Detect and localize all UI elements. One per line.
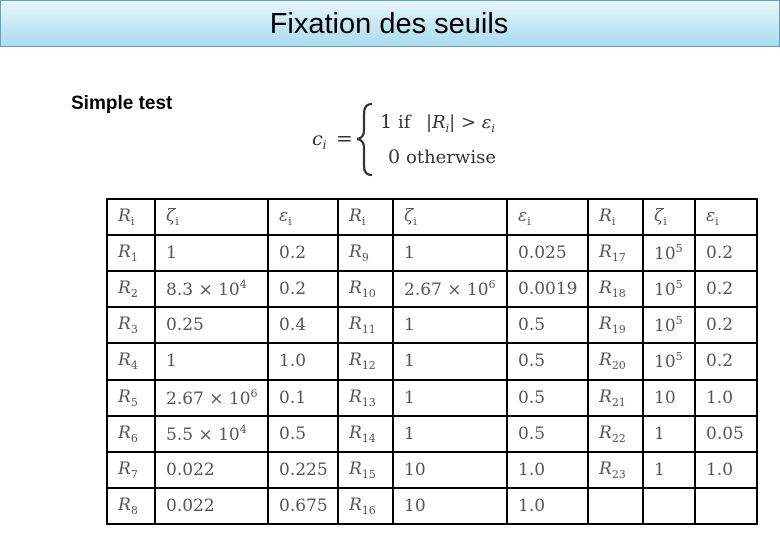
cell-subscript: 21 xyxy=(611,395,626,409)
cell-subscript: i xyxy=(527,215,531,228)
cell-symbol: R xyxy=(118,422,131,443)
cell-text: 0.1 xyxy=(279,387,307,408)
table-cell xyxy=(155,416,268,452)
formula-case1-condition: |R xyxy=(426,112,446,133)
cell-superscript: 6 xyxy=(250,386,258,400)
table-cell xyxy=(107,488,155,524)
cell-superscript: 5 xyxy=(675,314,683,328)
table-cell xyxy=(643,271,695,307)
formula-lhs: c xyxy=(312,128,323,150)
cell-text: 0.5 xyxy=(279,423,307,444)
cell-text: 1.0 xyxy=(706,387,734,408)
table-cell xyxy=(643,380,695,416)
cell-symbol: R xyxy=(599,206,612,226)
table-cell xyxy=(155,307,268,343)
table-cell xyxy=(155,380,268,416)
table-cell xyxy=(107,235,155,271)
cell-text: 0.2 xyxy=(706,315,734,336)
cell-text: 0.5 xyxy=(518,423,546,444)
cell-symbol: R xyxy=(599,278,612,299)
formula-case2-otherwise: otherwise xyxy=(406,147,496,168)
cell-subscript: 23 xyxy=(611,467,626,481)
table-header-cell xyxy=(107,199,155,235)
formula-case1-if: if xyxy=(398,112,411,133)
table-cell xyxy=(695,488,757,524)
cell-text: 1 xyxy=(404,351,415,372)
table-row xyxy=(107,235,757,271)
cell-symbol: R xyxy=(599,422,612,443)
cell-text: 8.3 × 10 xyxy=(166,280,240,301)
table-cell xyxy=(695,380,757,416)
cell-text: 1 xyxy=(654,459,665,480)
cell-symbol: R xyxy=(599,386,612,407)
table-cell xyxy=(695,271,757,307)
table-cell xyxy=(393,488,507,524)
table-cell xyxy=(507,452,588,488)
table-cell xyxy=(393,343,507,379)
cell-subscript: 10 xyxy=(361,287,376,301)
cell-subscript: i xyxy=(715,215,719,228)
table-cell xyxy=(393,307,507,343)
table-header-cell xyxy=(155,199,268,235)
table-header-cell xyxy=(338,199,393,235)
table-header-cell xyxy=(588,199,643,235)
cell-text: 1.0 xyxy=(518,495,546,516)
cell-text: 0.4 xyxy=(279,315,307,336)
table-cell xyxy=(338,343,393,379)
table-cell xyxy=(643,235,695,271)
svg-text:otherwise xyxy=(406,147,496,168)
cell-text: 1 xyxy=(166,243,177,264)
cell-subscript: 4 xyxy=(130,359,138,373)
table-cell xyxy=(155,452,268,488)
table-cell xyxy=(268,235,338,271)
cell-text: 1 xyxy=(404,315,415,336)
cell-symbol: R xyxy=(118,350,131,371)
table-cell xyxy=(588,452,643,488)
table-header-row xyxy=(107,199,757,235)
formula-case1-value: 1 xyxy=(380,111,393,133)
table-cell xyxy=(695,235,757,271)
table-cell xyxy=(643,307,695,343)
cell-symbol: ζ xyxy=(404,206,414,226)
table-cell xyxy=(107,307,155,343)
table-row xyxy=(107,488,757,524)
table-cell xyxy=(393,380,507,416)
table-cell xyxy=(155,488,268,524)
table-cell xyxy=(338,307,393,343)
formula-equals: = xyxy=(336,126,353,150)
cell-symbol: ε xyxy=(279,206,289,226)
table-cell xyxy=(155,235,268,271)
table-cell xyxy=(155,343,268,379)
table-cell xyxy=(268,380,338,416)
table-cell xyxy=(338,488,393,524)
cell-symbol: R xyxy=(118,494,131,515)
cell-subscript: 8 xyxy=(130,503,138,517)
cell-subscript: 12 xyxy=(361,359,376,373)
table-cell xyxy=(588,235,643,271)
cell-superscript: 5 xyxy=(675,242,683,256)
table-cell xyxy=(338,452,393,488)
cell-text: 1 xyxy=(404,243,415,264)
cell-text: 0.0019 xyxy=(518,279,578,300)
cell-subscript: 18 xyxy=(611,287,626,301)
table-cell xyxy=(155,271,268,307)
svg-text:|Ri| > εi xyxy=(426,112,495,135)
cell-subscript: 9 xyxy=(361,251,369,265)
cell-text: 2.67 × 10 xyxy=(404,280,489,301)
table-header-cell xyxy=(268,199,338,235)
table-header-cell xyxy=(393,199,507,235)
cell-symbol: R xyxy=(349,458,362,479)
cell-text: 0.5 xyxy=(518,387,546,408)
cell-subscript: i xyxy=(130,215,135,228)
cell-superscript: 4 xyxy=(239,422,247,436)
cell-symbol: R xyxy=(118,386,131,407)
cell-symbol: R xyxy=(349,314,362,335)
cell-subscript: i xyxy=(175,215,179,228)
table-cell xyxy=(507,343,588,379)
cell-text: 10 xyxy=(654,244,676,265)
svg-text:ci xyxy=(312,128,327,152)
table-header-cell xyxy=(695,199,757,235)
cell-text: 0.2 xyxy=(279,279,307,300)
table-cell xyxy=(393,416,507,452)
table-row xyxy=(107,416,757,452)
table-cell xyxy=(643,452,695,488)
formula-case2-value: 0 xyxy=(388,146,401,168)
cell-subscript: 11 xyxy=(361,323,376,337)
table-cell xyxy=(338,380,393,416)
table-cell xyxy=(107,271,155,307)
table-cell xyxy=(393,235,507,271)
cell-text: 0.2 xyxy=(706,351,734,372)
cell-symbol: R xyxy=(118,242,131,263)
table-cell xyxy=(107,380,155,416)
table-cell xyxy=(588,271,643,307)
cell-text: 0.2 xyxy=(279,243,307,264)
cell-superscript: 6 xyxy=(488,278,496,292)
cell-subscript: 22 xyxy=(611,431,626,445)
cell-subscript: 7 xyxy=(130,467,138,481)
cell-symbol: R xyxy=(599,350,612,371)
table-cell xyxy=(643,343,695,379)
table-cell xyxy=(107,452,155,488)
cell-subscript: i xyxy=(288,215,292,228)
cell-text: 0.025 xyxy=(518,243,567,264)
formula-case1-condition-rest: | > ε xyxy=(449,112,492,133)
cell-symbol: R xyxy=(599,242,612,263)
cell-text: 10 xyxy=(654,387,676,408)
cell-subscript: 5 xyxy=(130,395,138,409)
cell-subscript: i xyxy=(413,215,417,228)
cell-symbol: R xyxy=(599,314,612,335)
cell-symbol: R xyxy=(349,350,362,371)
table-cell xyxy=(338,271,393,307)
cell-text: 0.675 xyxy=(279,495,328,516)
cell-text: 1 xyxy=(654,423,665,444)
table-cell xyxy=(507,488,588,524)
cell-text: 0.25 xyxy=(166,315,204,336)
cell-subscript: 16 xyxy=(361,503,376,517)
cell-text: 1.0 xyxy=(518,459,546,480)
table-cell xyxy=(507,307,588,343)
svg-text:if xyxy=(398,112,412,133)
table-cell xyxy=(268,307,338,343)
cell-subscript: 1 xyxy=(130,251,138,265)
cell-symbol: R xyxy=(349,242,362,263)
table-cell xyxy=(393,271,507,307)
cell-text: 0.225 xyxy=(279,459,328,480)
cell-text: 10 xyxy=(654,352,676,373)
cell-subscript: 3 xyxy=(130,323,138,337)
cell-subscript: 15 xyxy=(361,467,376,481)
cell-symbol: R xyxy=(349,278,362,299)
cell-symbol: R xyxy=(118,278,131,299)
table-row xyxy=(107,271,757,307)
table-cell xyxy=(338,416,393,452)
cell-text: 0.5 xyxy=(518,351,546,372)
cell-subscript: 19 xyxy=(611,323,626,337)
cell-symbol: ε xyxy=(518,206,528,226)
table-cell xyxy=(695,343,757,379)
slide-title: Fixation des seuils xyxy=(269,8,509,40)
table-cell xyxy=(268,343,338,379)
table-row xyxy=(107,452,757,488)
table-cell xyxy=(643,488,695,524)
svg-text:0 xyxy=(388,146,400,168)
table-cell xyxy=(695,307,757,343)
cell-text: 0.2 xyxy=(706,279,734,300)
table-row xyxy=(107,307,757,343)
table-cell xyxy=(695,416,757,452)
cell-symbol: R xyxy=(118,458,131,479)
table-row xyxy=(107,380,757,416)
cell-subscript: 6 xyxy=(130,431,138,445)
cell-symbol: R xyxy=(349,494,362,515)
cell-text: 2.67 × 10 xyxy=(166,388,251,409)
cell-superscript: 4 xyxy=(239,278,247,292)
table-cell xyxy=(588,416,643,452)
cell-symbol: R xyxy=(118,206,131,226)
cell-text: 5.5 × 10 xyxy=(166,424,240,445)
cell-text: 10 xyxy=(404,459,426,480)
table-cell xyxy=(107,343,155,379)
table-cell xyxy=(507,271,588,307)
cell-subscript: 17 xyxy=(611,251,626,265)
table-cell xyxy=(588,488,643,524)
table-cell xyxy=(268,416,338,452)
table-cell xyxy=(588,307,643,343)
cell-superscript: 5 xyxy=(675,350,683,364)
table-header-cell xyxy=(507,199,588,235)
cell-symbol: R xyxy=(118,314,131,335)
cell-symbol: R xyxy=(349,206,362,226)
cell-superscript: 5 xyxy=(675,278,683,292)
cell-text: 1.0 xyxy=(706,459,734,480)
formula-case1-condition-sub: i xyxy=(445,122,450,135)
cell-subscript: 13 xyxy=(361,395,376,409)
cell-subscript: 14 xyxy=(361,431,376,445)
cell-symbol: R xyxy=(599,458,612,479)
table-header-cell xyxy=(643,199,695,235)
cell-text: 0.2 xyxy=(706,243,734,264)
table-cell xyxy=(588,380,643,416)
cell-symbol: ζ xyxy=(654,206,664,226)
table-cell xyxy=(507,235,588,271)
table-cell xyxy=(393,452,507,488)
table-cell xyxy=(268,271,338,307)
table-row xyxy=(107,343,757,379)
threshold-formula xyxy=(312,100,522,178)
cell-text: 10 xyxy=(654,316,676,337)
formula-lhs-sub: i xyxy=(322,138,327,152)
cell-text: 0.022 xyxy=(166,495,215,516)
cell-text: 0.05 xyxy=(706,423,744,444)
cell-text: 1 xyxy=(404,387,415,408)
formula-brace xyxy=(357,104,372,175)
cell-symbol: R xyxy=(349,422,362,443)
cell-symbol: ε xyxy=(706,206,716,226)
table-cell xyxy=(643,416,695,452)
cell-subscript: i xyxy=(663,215,667,228)
subtitle: Simple test xyxy=(71,93,173,114)
cell-subscript: i xyxy=(611,215,616,228)
table-cell xyxy=(107,416,155,452)
table-cell xyxy=(695,452,757,488)
table-cell xyxy=(588,343,643,379)
cell-text: 10 xyxy=(654,280,676,301)
table-cell xyxy=(507,380,588,416)
cell-subscript: 2 xyxy=(130,287,138,301)
title-bar xyxy=(0,0,780,47)
table-cell xyxy=(338,235,393,271)
formula-case1-condition-sub2: i xyxy=(491,122,495,135)
cell-subscript: i xyxy=(361,215,366,228)
threshold-table xyxy=(106,198,758,525)
cell-symbol: ζ xyxy=(166,206,176,226)
table-cell xyxy=(507,416,588,452)
cell-text: 0.5 xyxy=(518,315,546,336)
cell-text: 1 xyxy=(166,351,177,372)
cell-subscript: 20 xyxy=(611,359,626,373)
cell-text: 1 xyxy=(404,423,415,444)
cell-text: 1.0 xyxy=(279,351,307,372)
svg-text:1 xyxy=(380,111,392,133)
cell-text: 10 xyxy=(404,495,426,516)
table-cell xyxy=(268,452,338,488)
cell-symbol: R xyxy=(349,386,362,407)
cell-text: 0.022 xyxy=(166,459,215,480)
table-cell xyxy=(268,488,338,524)
